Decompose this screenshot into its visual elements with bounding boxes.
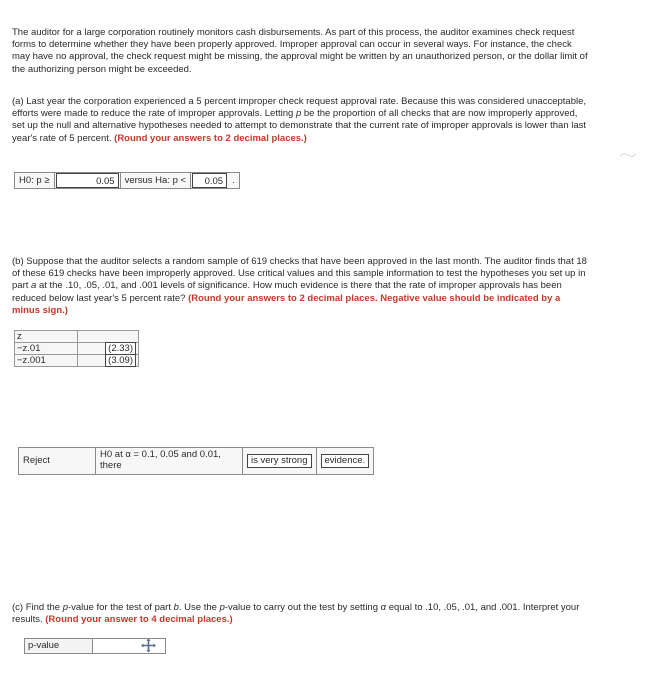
part-c-instruction: (Round your answer to 4 decimal places.) bbox=[45, 614, 233, 626]
strength-cell bbox=[243, 448, 317, 474]
table-row bbox=[15, 331, 139, 343]
part-a-text-1: (a) Last year the corporation experienced a 5 percent improper check request approval rate. Because this was considered unacceptable, efforts were made to reduce the rate of improper approvals. Letting bbox=[12, 96, 587, 120]
z001-cell bbox=[78, 355, 139, 367]
table-row bbox=[15, 343, 139, 355]
b-symbol: b bbox=[173, 602, 179, 613]
part-c-text-4: -value to carry out the test by setting bbox=[224, 602, 381, 613]
part-c-paragraph bbox=[12, 602, 590, 626]
z001-value-input[interactable]: (3.09) bbox=[105, 354, 136, 367]
part-b-text-2: at the .10, .05, .01, and .001 levels of significance. How much evidence is there that the rate of improper approvals has been reduced below last year's 5 percent rate? bbox=[12, 280, 562, 304]
evidence-label: evidence. bbox=[321, 454, 370, 469]
h0-value-input[interactable]: 0.05 bbox=[56, 173, 119, 188]
h0-label: H0: p ≥ bbox=[15, 173, 55, 188]
part-a-paragraph bbox=[12, 96, 590, 145]
pvalue-label: p-value bbox=[25, 639, 93, 653]
decision-select[interactable]: Reject bbox=[19, 448, 96, 474]
p-symbol-c2: p bbox=[219, 602, 225, 613]
p-symbol: p bbox=[295, 108, 302, 120]
part-c-text-3: . Use the bbox=[178, 602, 220, 613]
conclusion-row bbox=[18, 447, 374, 475]
scan-smudge bbox=[618, 150, 638, 160]
part-c-text-2: -value for the test of part bbox=[67, 602, 174, 613]
a-symbol: a bbox=[31, 280, 37, 292]
critical-values-table bbox=[14, 330, 139, 367]
table-row bbox=[15, 355, 139, 367]
part-c-text-5: equal to .10, .05, .01, and .001. Interpret your results. bbox=[12, 602, 580, 626]
z01-label: −z.01 bbox=[15, 343, 78, 355]
intro-paragraph: The auditor for a large corporation routinely monitors cash disbursements. As part of this process, the auditor examines check request forms to determine whether they have been properly approved. Improper approval can occur in several ways. For instance, the check may have no approval, the check request might be missing, the approval might be written by an unauthorized person, or the dollar limit of the authorizing person might be exceeded. bbox=[12, 27, 588, 75]
part-b-paragraph bbox=[12, 256, 590, 317]
h0-conclusion-text: H0 at α = 0.1, 0.05 and 0.01, there bbox=[96, 448, 243, 474]
hypotheses-row bbox=[14, 172, 240, 189]
hypotheses-end-mark: . bbox=[232, 175, 235, 186]
part-b-text-1: (b) Suppose that the auditor selects a random sample of 619 checks that have been approved in the last month. The auditor finds that 18 of these 619 checks have been improperly approved. Use critical values and this sample information to test the hypotheses you set up in part bbox=[12, 256, 587, 292]
part-a-instruction: (Round your answers to 2 decimal places.) bbox=[114, 132, 307, 144]
z-header-value bbox=[78, 331, 139, 343]
ha-label: versus Ha: p < bbox=[120, 173, 192, 188]
z001-label: −z.001 bbox=[15, 355, 78, 367]
z-header: z bbox=[15, 331, 78, 343]
evidence-cell bbox=[317, 448, 374, 474]
strength-select[interactable]: is very strong bbox=[247, 454, 312, 469]
z01-value-input[interactable]: (2.33) bbox=[105, 342, 136, 355]
p-symbol-c: p bbox=[62, 602, 68, 613]
part-c-text-1: (c) Find the bbox=[12, 602, 63, 613]
move-cursor-icon bbox=[140, 638, 157, 653]
part-a-text-2: be the proportion of all checks that are now improperly approved, set up the null and alternative hypotheses needed to attempt to demonstrate that the current rate of improper approvals is lower than last year's rate of 5 percent. bbox=[12, 108, 587, 144]
alpha-symbol: α bbox=[380, 602, 387, 613]
z01-cell bbox=[78, 343, 139, 355]
ha-value-input[interactable]: 0.05 bbox=[192, 173, 227, 188]
pvalue-row bbox=[24, 638, 166, 654]
part-b-instruction: (Round your answers to 2 decimal places. Negative value should be indicated by a minus sign.) bbox=[12, 292, 561, 316]
